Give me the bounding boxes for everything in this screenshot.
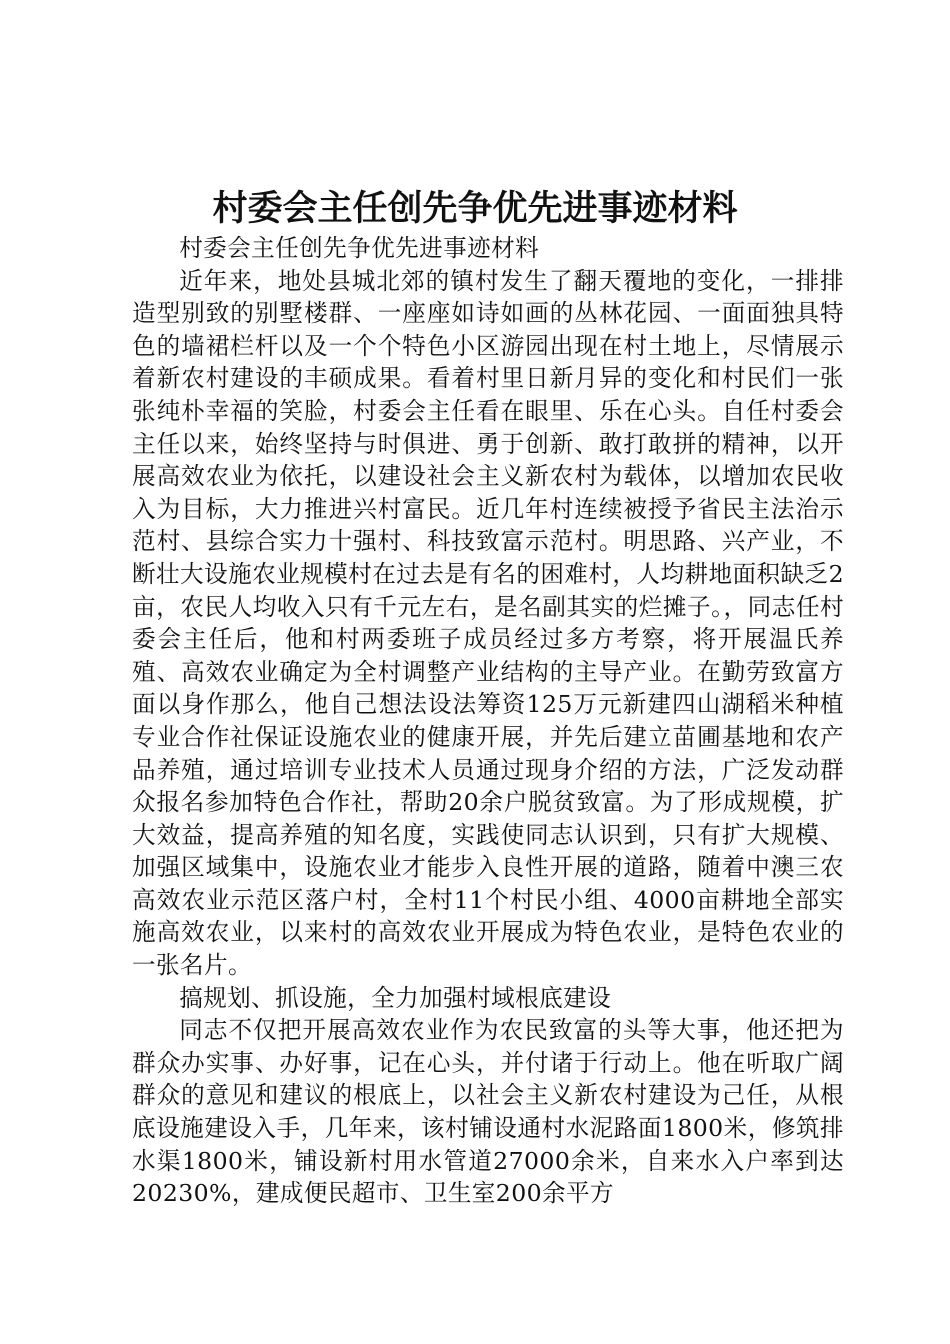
section-heading-paragraph: 搞规划、抓设施，全力加强村域根底建设 xyxy=(179,983,612,1012)
document-body xyxy=(132,232,844,1210)
document-title: 村委会主任创先争优先进事迹材料 xyxy=(212,188,738,229)
body-paragraph: 同志不仅把开展高效农业作为农民致富的头等大事，他还把为群众办实事、办好事，记在心头，并付诸于行动上。他在听取广阔群众的意见和建议的根底上，以社会主义新农村建设为己任，从根底设施建设入手，几年来，该村铺设通村水泥路面1800米，修筑排水渠1800米，铺设新村用水管道27000余米，自来水入户率到达20230%，建成便民超市、卫生室200余平方 xyxy=(132,1016,844,1208)
body-paragraph: 近年来，地处县城北郊的镇村发生了翻天覆地的变化，一排排造型别致的别墅楼群、一座座如诗如画的丛林花园、一面面独具特色的墙裙栏杆以及一个个特色小区游园出现在村土地上，尽情展示着新农村建设的丰硕成果。看着村里日新月异的变化和村民们一张张纯朴幸福的笑脸，村委会主任看在眼里、乐在心头。自任村委会主任以来，始终坚持与时俱进、勇于创新、敢打敢拼的精神，以开展高效农业为依托，以建设社会主义新农村为载体，以增加农民收入为目标，大力推进兴村富民。近几年村连续被授予省民主法治示范村、县综合实力十强村、科技致富示范村。明思路、兴产业，不断壮大设施农业规模村在过去是有名的困难村，人均耕地面积缺乏2亩，农民人均收入只有千元左右，是名副其实的烂摊子。，同志任村委会主任后，他和村两委班子成员经过多方考察，将开展温氏养殖、高效农业确定为全村调整产业结构的主导产业。在勤劳致富方面以身作那么，他自己想法设法筹资125万元新建四山湖稻米种植专业合作社保证设施农业的健康开展，并先后建立苗圃基地和农产品养殖，通过培训专业技术人员通过现身介绍的方法，广泛发动群众报名参加特色合作社，帮助20余户脱贫致富。为了形成规模，扩大效益，提高养殖的知名度，实践使同志认识到，只有扩大规模、加强区域集中，设施农业才能步入良性开展的道路，随着中澳三农高效农业示范区落户村，全村11个村民小组、4000亩耕地全部实施高效农业，以来村的高效农业开展成为特色农业，是特色农业的一张名片。 xyxy=(132,266,844,980)
subtitle-paragraph: 村委会主任创先争优先进事迹材料 xyxy=(179,234,540,262)
